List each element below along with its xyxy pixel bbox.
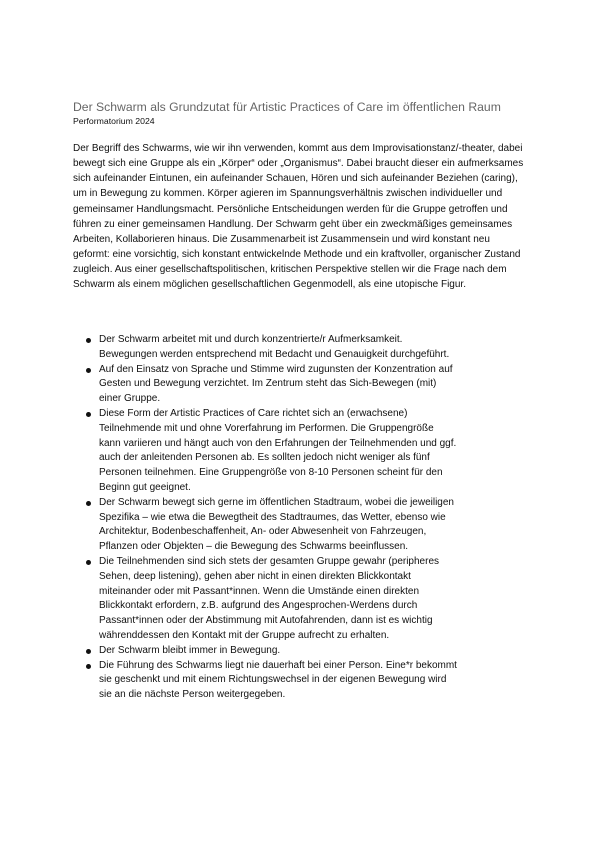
bullet-item xyxy=(73,659,457,703)
bullet-icon xyxy=(86,501,91,506)
bullet-icon xyxy=(86,338,91,343)
bullet-item xyxy=(73,644,457,659)
bullet-list xyxy=(73,333,525,703)
bullet-text: Diese Form der Artistic Practices of Care richtet sich an (erwachsene) Teilnehmende mit und ohne Vorerfahrung im Performen. Die Gruppengröße kann variieren und hängt auch von den Erfahrungen der Teilnehmenden und ggf. auch der anleitenden Personen ab. Es sollten jedoch nicht weniger als fünf Personen teilnehmen. Eine Gruppengröße von 8-10 Personen scheint für den Beginn gut geeignet. xyxy=(99,407,457,493)
document-title: Der Schwarm als Grundzutat für Artistic Practices of Care im öffentlichen Raum xyxy=(73,100,501,114)
bullet-text: Auf den Einsatz von Sprache und Stimme wird zugunsten der Konzentration auf Gesten und Bewegung verzichtet. Im Zentrum steht das Sich-Bewegen (mit) einer Gruppe. xyxy=(99,363,453,405)
document-subtitle: Performatorium 2024 xyxy=(73,116,155,126)
bullet-item xyxy=(73,407,457,496)
bullet-icon xyxy=(86,560,91,565)
bullet-item xyxy=(73,496,457,555)
bullet-icon xyxy=(86,412,91,417)
bullet-icon xyxy=(86,368,91,373)
bullet-item xyxy=(73,363,457,407)
bullet-text: Der Schwarm bewegt sich gerne im öffentlichen Stadtraum, wobei die jeweiligen Spezifika – wie etwa die Bewegtheit des Stadtraumes, das Wetter, ebenso wie Architektur, Bodenbeschaffenheit, An- oder Abwesenheit von Fahrzeugen, Pflanzen oder Objekten – die Bewegung des Schwarms beeinflussen. xyxy=(99,496,454,553)
bullet-item xyxy=(73,555,457,644)
bullet-icon xyxy=(86,649,91,654)
bullet-text: Der Schwarm arbeitet mit und durch konzentrierte/r Aufmerksamkeit. Bewegungen werden entsprechend mit Bedacht und Genauigkeit durchgeführt. xyxy=(99,334,450,360)
bullet-text: Die Teilnehmenden sind sich stets der gesamten Gruppe gewahr (peripheres Sehen, deep listening), gehen aber nicht in einen direkten Blickkontakt miteinander oder mit Passant*innen. Wenn die Umstände einen direkten Blickkontakt erfordern, z.B. aufgrund des Angesprochen-Werdens durch Passant*innen oder der Abstimmung mit Autofahrenden, dann ist es wichtig währenddessen den Kontakt mit der Gruppe aufrecht zu erhalten. xyxy=(99,555,440,641)
intro-paragraph: Der Begriff des Schwarms, wie wir ihn verwenden, kommt aus dem Improvisationstanz/-theater, dabei bewegt sich eine Gruppe als ein „Körper“ oder „Organismus“. Dabei braucht dieser ein aufmerksames sich aufeinander Eintunen, ein aufeinander Schauen, Hören und sich aufeinander Beziehen (caring), um in Bewegung zu kommen. Körper agieren im Spannungsverhältnis zwischen individueller und gemeinsamer Handlungsmacht. Persönliche Entscheidungen werden für die Gruppe getroffen und führen zu einer gemeinsamen Handlung. Der Schwarm geht über ein zweckmäßiges gemeinsames Arbeiten, Kollaborieren hinaus. Die Zusammenarbeit ist Zusammensein und wird konstant neu geformt: eine vorsichtig, sich konstant entwickelnde Methode und ein kraftvoller, organischer Zustand zugleich. Aus einer gesellschaftspolitischen, kritischen Perspektive stellen wir die Frage nach dem Schwarm als einem möglichen gesellschaftlichen Gegenmodell, als eine utopische Figur. xyxy=(73,143,524,291)
bullet-item xyxy=(73,333,457,363)
bullet-icon xyxy=(86,664,91,669)
bullet-text: Der Schwarm bleibt immer in Bewegung. xyxy=(99,644,281,656)
bullet-text: Die Führung des Schwarms liegt nie dauerhaft bei einer Person. Eine*r bekommt sie geschenkt und mit einem Richtungswechsel in der eigenen Bewegung wird sie an die nächste Person weitergegeben. xyxy=(99,659,457,701)
